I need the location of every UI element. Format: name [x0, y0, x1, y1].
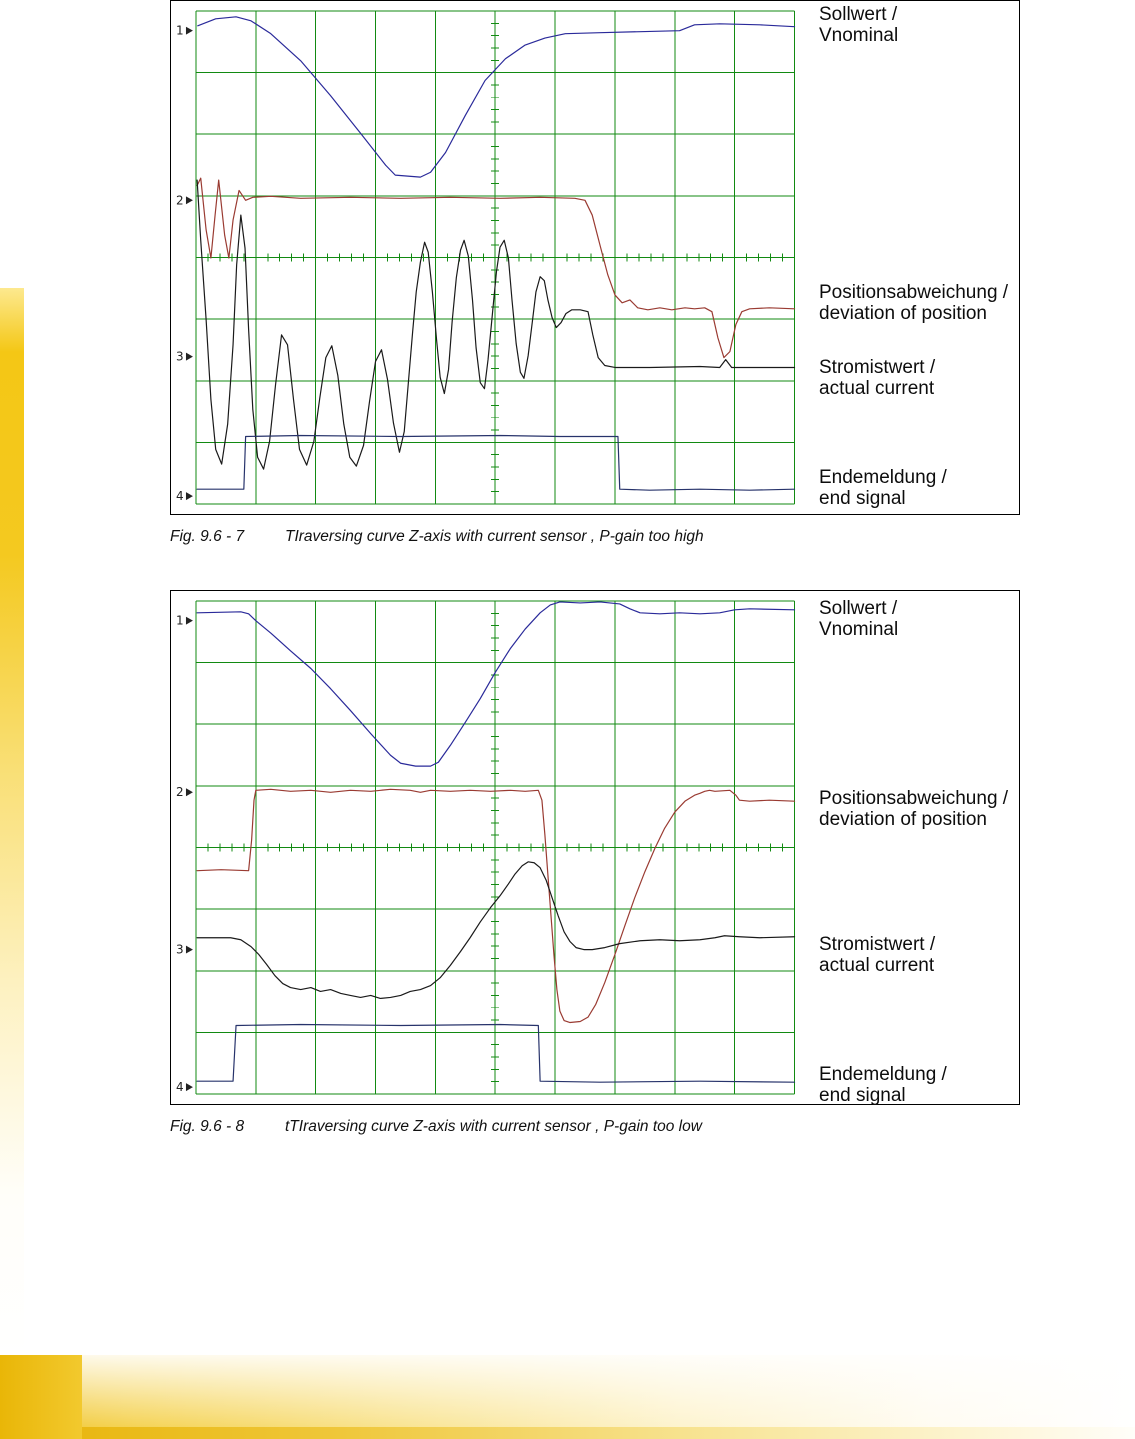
figure-traversing-curve-p-gain-too-high — [170, 0, 1020, 546]
figure-number: Fig. 9.6 - 7 — [170, 528, 245, 545]
channel-marker-icon — [186, 788, 193, 796]
channel-marker-label: 3 — [175, 942, 184, 957]
trace-label-actual-current — [819, 934, 935, 976]
channel-marker-label: 2 — [175, 785, 184, 800]
trace-positionsabweichung-deviation-of-position — [197, 789, 794, 1022]
trace-stromistwert-actual-current — [197, 862, 794, 999]
channel-marker-icon — [186, 1083, 193, 1091]
figure-caption — [170, 1118, 1020, 1136]
oscilloscope-screen-2 — [171, 591, 1019, 1104]
trace-label-line: actual current — [819, 378, 935, 399]
trace-label-line: deviation of position — [819, 809, 987, 830]
trace-label-line: Endemeldung / — [819, 467, 947, 488]
channel-marker-label: 4 — [175, 489, 184, 504]
oscilloscope-panel-2 — [170, 590, 1020, 1105]
channel-marker-label: 3 — [175, 349, 184, 364]
trace-label-line: Positionsabweichung / — [819, 788, 1009, 809]
oscilloscope-panel-1 — [170, 0, 1020, 515]
trace-label-position-deviation — [819, 282, 1008, 324]
trace-stromistwert-actual-current — [197, 180, 794, 469]
channel-marker-icon — [186, 946, 193, 954]
figure-number: Fig. 9.6 - 8 — [170, 1118, 245, 1135]
trace-label-position-deviation — [819, 788, 1008, 830]
left-accent-strip — [0, 288, 24, 1356]
figure-caption-text: TIraversing curve Z-axis with current sensor , P-gain too high — [285, 528, 704, 545]
trace-label-end-signal — [819, 467, 947, 509]
trace-label-line: Endemeldung / — [819, 1064, 947, 1085]
trace-label-end-signal — [819, 1064, 947, 1106]
channel-marker-icon — [186, 27, 193, 35]
trace-label-line: Sollwert / — [819, 598, 898, 619]
channel-marker-label: 1 — [175, 613, 184, 628]
channel-marker-label: 4 — [175, 1080, 184, 1095]
trace-label-line: Stromistwert / — [819, 357, 936, 378]
trace-label-line: actual current — [819, 955, 935, 976]
trace-label-line: end signal — [819, 488, 906, 509]
oscilloscope-screen-1 — [171, 1, 1019, 514]
trace-sollwert-vnominal — [197, 602, 794, 766]
trace-label-line: Vnominal — [819, 619, 899, 640]
channel-marker-icon — [186, 617, 193, 625]
channel-marker-label: 2 — [175, 193, 184, 208]
trace-label-line: Vnominal — [819, 25, 899, 46]
channel-marker-icon — [186, 353, 193, 361]
trace-endemeldung-end-signal — [197, 436, 794, 491]
figure-traversing-curve-p-gain-too-low — [170, 590, 1020, 1136]
figure-caption — [170, 528, 1020, 546]
channel-marker-icon — [186, 196, 193, 204]
bottom-left-accent — [0, 1355, 82, 1439]
trace-label-line: Sollwert / — [819, 4, 898, 25]
trace-label-line: deviation of position — [819, 303, 987, 324]
trace-label-line: Stromistwert / — [819, 934, 936, 955]
trace-label-line: Positionsabweichung / — [819, 282, 1009, 303]
channel-marker-icon — [186, 492, 193, 500]
trace-label-line: end signal — [819, 1085, 906, 1106]
trace-label-actual-current — [819, 357, 935, 399]
trace-label-sollwert — [819, 598, 898, 640]
trace-endemeldung-end-signal — [197, 1025, 794, 1083]
trace-positionsabweichung-deviation-of-position — [197, 178, 794, 358]
trace-label-sollwert — [819, 4, 898, 46]
channel-marker-label: 1 — [175, 23, 184, 38]
figure-caption-text: tTIraversing curve Z-axis with current sensor , P-gain too low — [285, 1118, 702, 1135]
bottom-accent-band — [0, 1355, 1135, 1439]
